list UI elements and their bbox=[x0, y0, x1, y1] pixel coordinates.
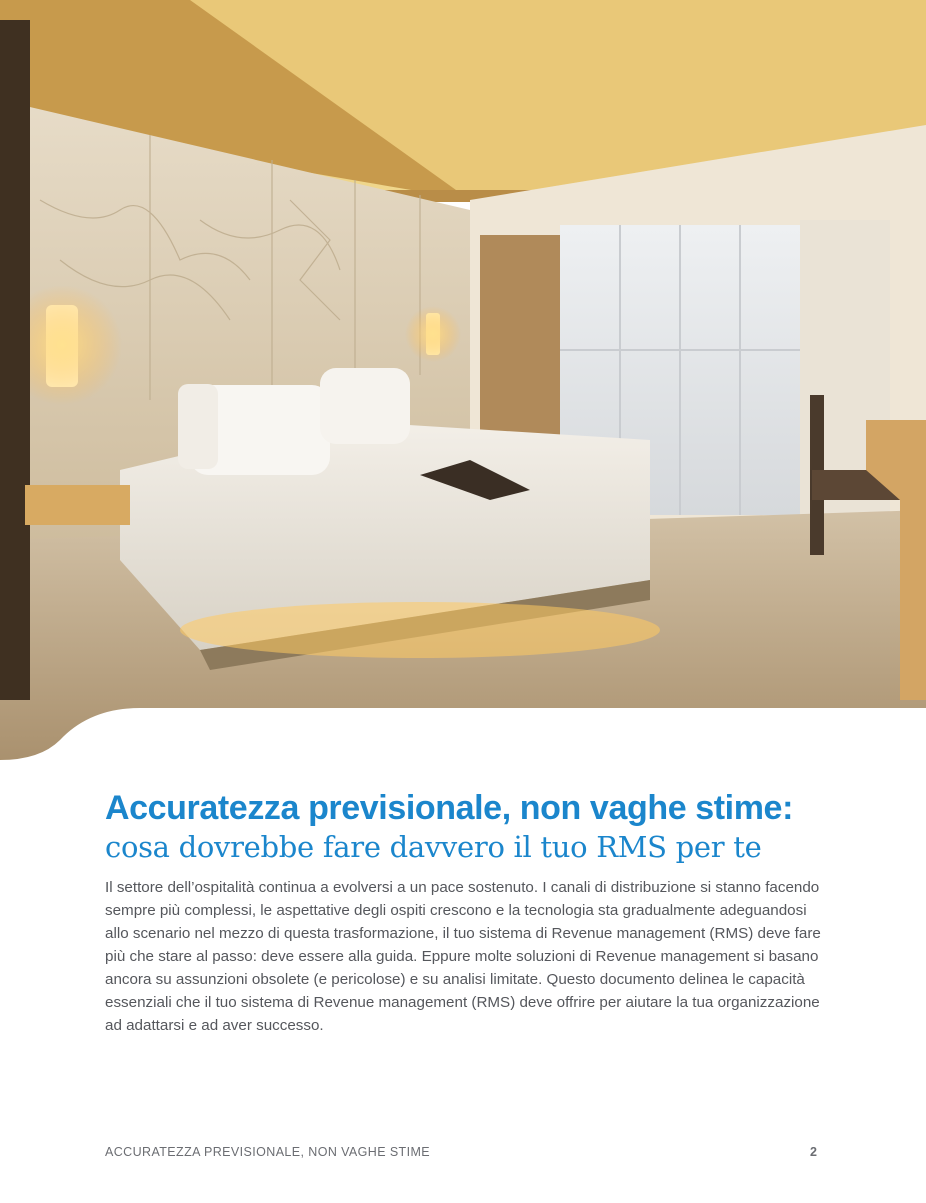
title-subtitle: cosa dovrebbe fare davvero il tuo RMS per te bbox=[105, 830, 762, 864]
footer-running-title: ACCURATEZZA PREVISIONALE, NON VAGHE STIME bbox=[105, 1145, 431, 1159]
page-number: 2 bbox=[810, 1145, 817, 1159]
page-title bbox=[105, 790, 825, 866]
intro-paragraph: Il settore dell’ospitalità continua a evolversi a un pace sostenuto. I canali di distribuzione si stanno facendo sempre più complessi, le aspettative degli ospiti crescono e la tecnologia sta gradualmente adeguandosi allo scenario nel mezzo di questa trasformazione, il tuo sistema di Revenue management (RMS) deve fare più che stare al passo: deve essere alla guida. Eppure molte soluzioni di Revenue management si basano ancora su assunzioni obsolete (e pericolose) e su analisi limitate. Questo documento delinea le capacità essenziali che il tuo sistema di Revenue management (RMS) deve offrire per aiutare la tua organizzazione ad adattarsi e ad aver successo. bbox=[105, 879, 821, 1034]
title-bold: Accuratezza previsionale, non vaghe stime: bbox=[105, 789, 793, 827]
main-content bbox=[105, 790, 825, 1037]
